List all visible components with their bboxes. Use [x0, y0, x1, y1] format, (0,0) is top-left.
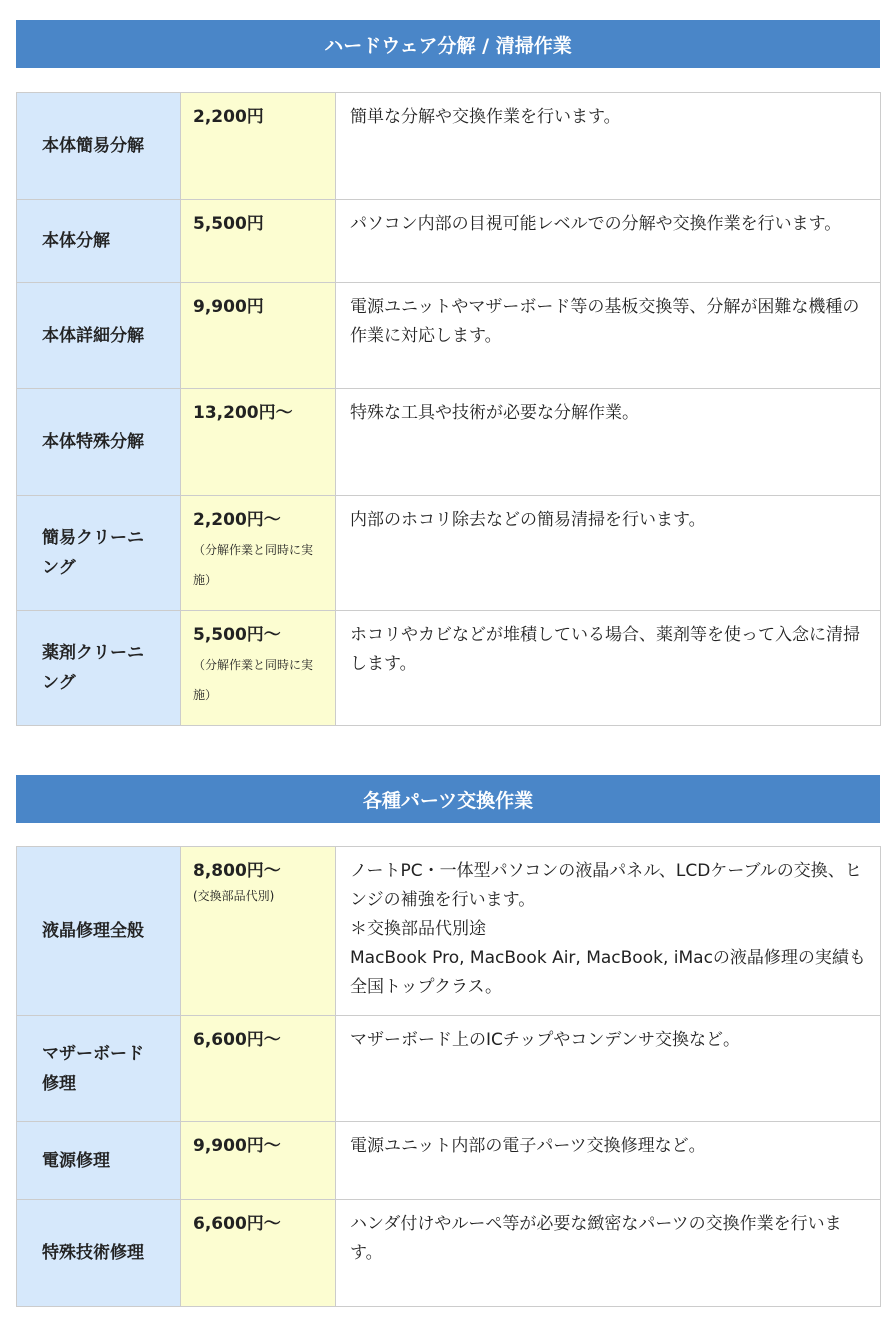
price-value: 9,900円〜: [193, 1136, 281, 1156]
section-header-parts: [16, 775, 880, 823]
price-cell: [181, 611, 336, 726]
description-text: MacBook Pro, MacBook Air, MacBook, iMacの液晶修理の実績も全国トップクラス。: [350, 948, 866, 997]
service-name: 本体簡易分解: [17, 93, 181, 200]
description-text: ハンダ付けやルーペ等が必要な緻密なパーツの交換作業を行います。: [350, 1214, 842, 1263]
description-text: ホコリやカビなどが堆積している場合、薬剤等を使って入念に清掃します。: [350, 625, 860, 674]
price-value: 5,500円: [193, 214, 264, 234]
price-value: 13,200円〜: [193, 403, 293, 423]
section-title: 各種パーツ交換作業: [362, 789, 534, 812]
price-value: 2,200円〜: [193, 510, 281, 530]
price-cell: [181, 1200, 336, 1307]
description-cell: [336, 1122, 881, 1200]
table-row: [17, 200, 881, 283]
price-note: (交換部品代別): [193, 889, 275, 903]
service-name: 本体詳細分解: [17, 283, 181, 389]
description-text: 電源ユニットやマザーボード等の基板交換等、分解が困難な機種の作業に対応します。: [350, 297, 860, 346]
description-text: ノートPC・一体型パソコンの液晶パネル、LCDケーブルの交換、ヒンジの補強を行います。: [350, 861, 862, 910]
description-cell: [336, 611, 881, 726]
description-text: ＊交換部品代別途: [350, 919, 486, 939]
description-text: 特殊な工具や技術が必要な分解作業。: [350, 403, 639, 423]
service-name: マザーボード修理: [17, 1016, 181, 1122]
description-cell: [336, 200, 881, 283]
table-row: [17, 847, 881, 1016]
description-text: 内部のホコリ除去などの簡易清掃を行います。: [350, 510, 706, 530]
table-row: [17, 611, 881, 726]
description-cell: [336, 93, 881, 200]
table-row: [17, 389, 881, 496]
price-cell: [181, 1016, 336, 1122]
description-cell: [336, 1200, 881, 1307]
price-cell: [181, 283, 336, 389]
table-row: [17, 93, 881, 200]
price-cell: [181, 847, 336, 1016]
price-cell: [181, 93, 336, 200]
price-table-hardware: [16, 92, 881, 726]
price-cell: [181, 1122, 336, 1200]
price-value: 6,600円〜: [193, 1214, 281, 1234]
description-cell: [336, 283, 881, 389]
description-cell: [336, 496, 881, 611]
price-value: 8,800円〜: [193, 861, 281, 881]
section-header-hardware: [16, 20, 880, 68]
price-cell: [181, 200, 336, 283]
price-table-parts: [16, 846, 881, 1307]
service-name: 薬剤クリーニング: [17, 611, 181, 726]
section-title: ハードウェア分解 / 清掃作業: [324, 34, 572, 57]
table-row: [17, 1122, 881, 1200]
table-row: [17, 496, 881, 611]
table-row: [17, 283, 881, 389]
price-cell: [181, 496, 336, 611]
price-value: 2,200円: [193, 107, 264, 127]
description-text: 電源ユニット内部の電子パーツ交換修理など。: [350, 1136, 706, 1156]
description-cell: [336, 389, 881, 496]
service-name: 本体特殊分解: [17, 389, 181, 496]
price-note: （分解作業と同時に実施）: [193, 543, 314, 587]
price-note: （分解作業と同時に実施）: [193, 658, 314, 702]
service-name: 簡易クリーニング: [17, 496, 181, 611]
service-name: 特殊技術修理: [17, 1200, 181, 1307]
description-cell: [336, 1016, 881, 1122]
service-name: 本体分解: [17, 200, 181, 283]
price-value: 5,500円〜: [193, 625, 281, 645]
price-cell: [181, 389, 336, 496]
price-value: 9,900円: [193, 297, 264, 317]
description-text: 簡単な分解や交換作業を行います。: [350, 107, 621, 127]
price-value: 6,600円〜: [193, 1030, 281, 1050]
description-text: マザーボード上のICチップやコンデンサ交換など。: [350, 1030, 741, 1050]
table-row: [17, 1200, 881, 1307]
service-name: 液晶修理全般: [17, 847, 181, 1016]
description-text: パソコン内部の目視可能レベルでの分解や交換作業を行います。: [350, 214, 842, 234]
table-row: [17, 1016, 881, 1122]
service-name: 電源修理: [17, 1122, 181, 1200]
description-cell: [336, 847, 881, 1016]
